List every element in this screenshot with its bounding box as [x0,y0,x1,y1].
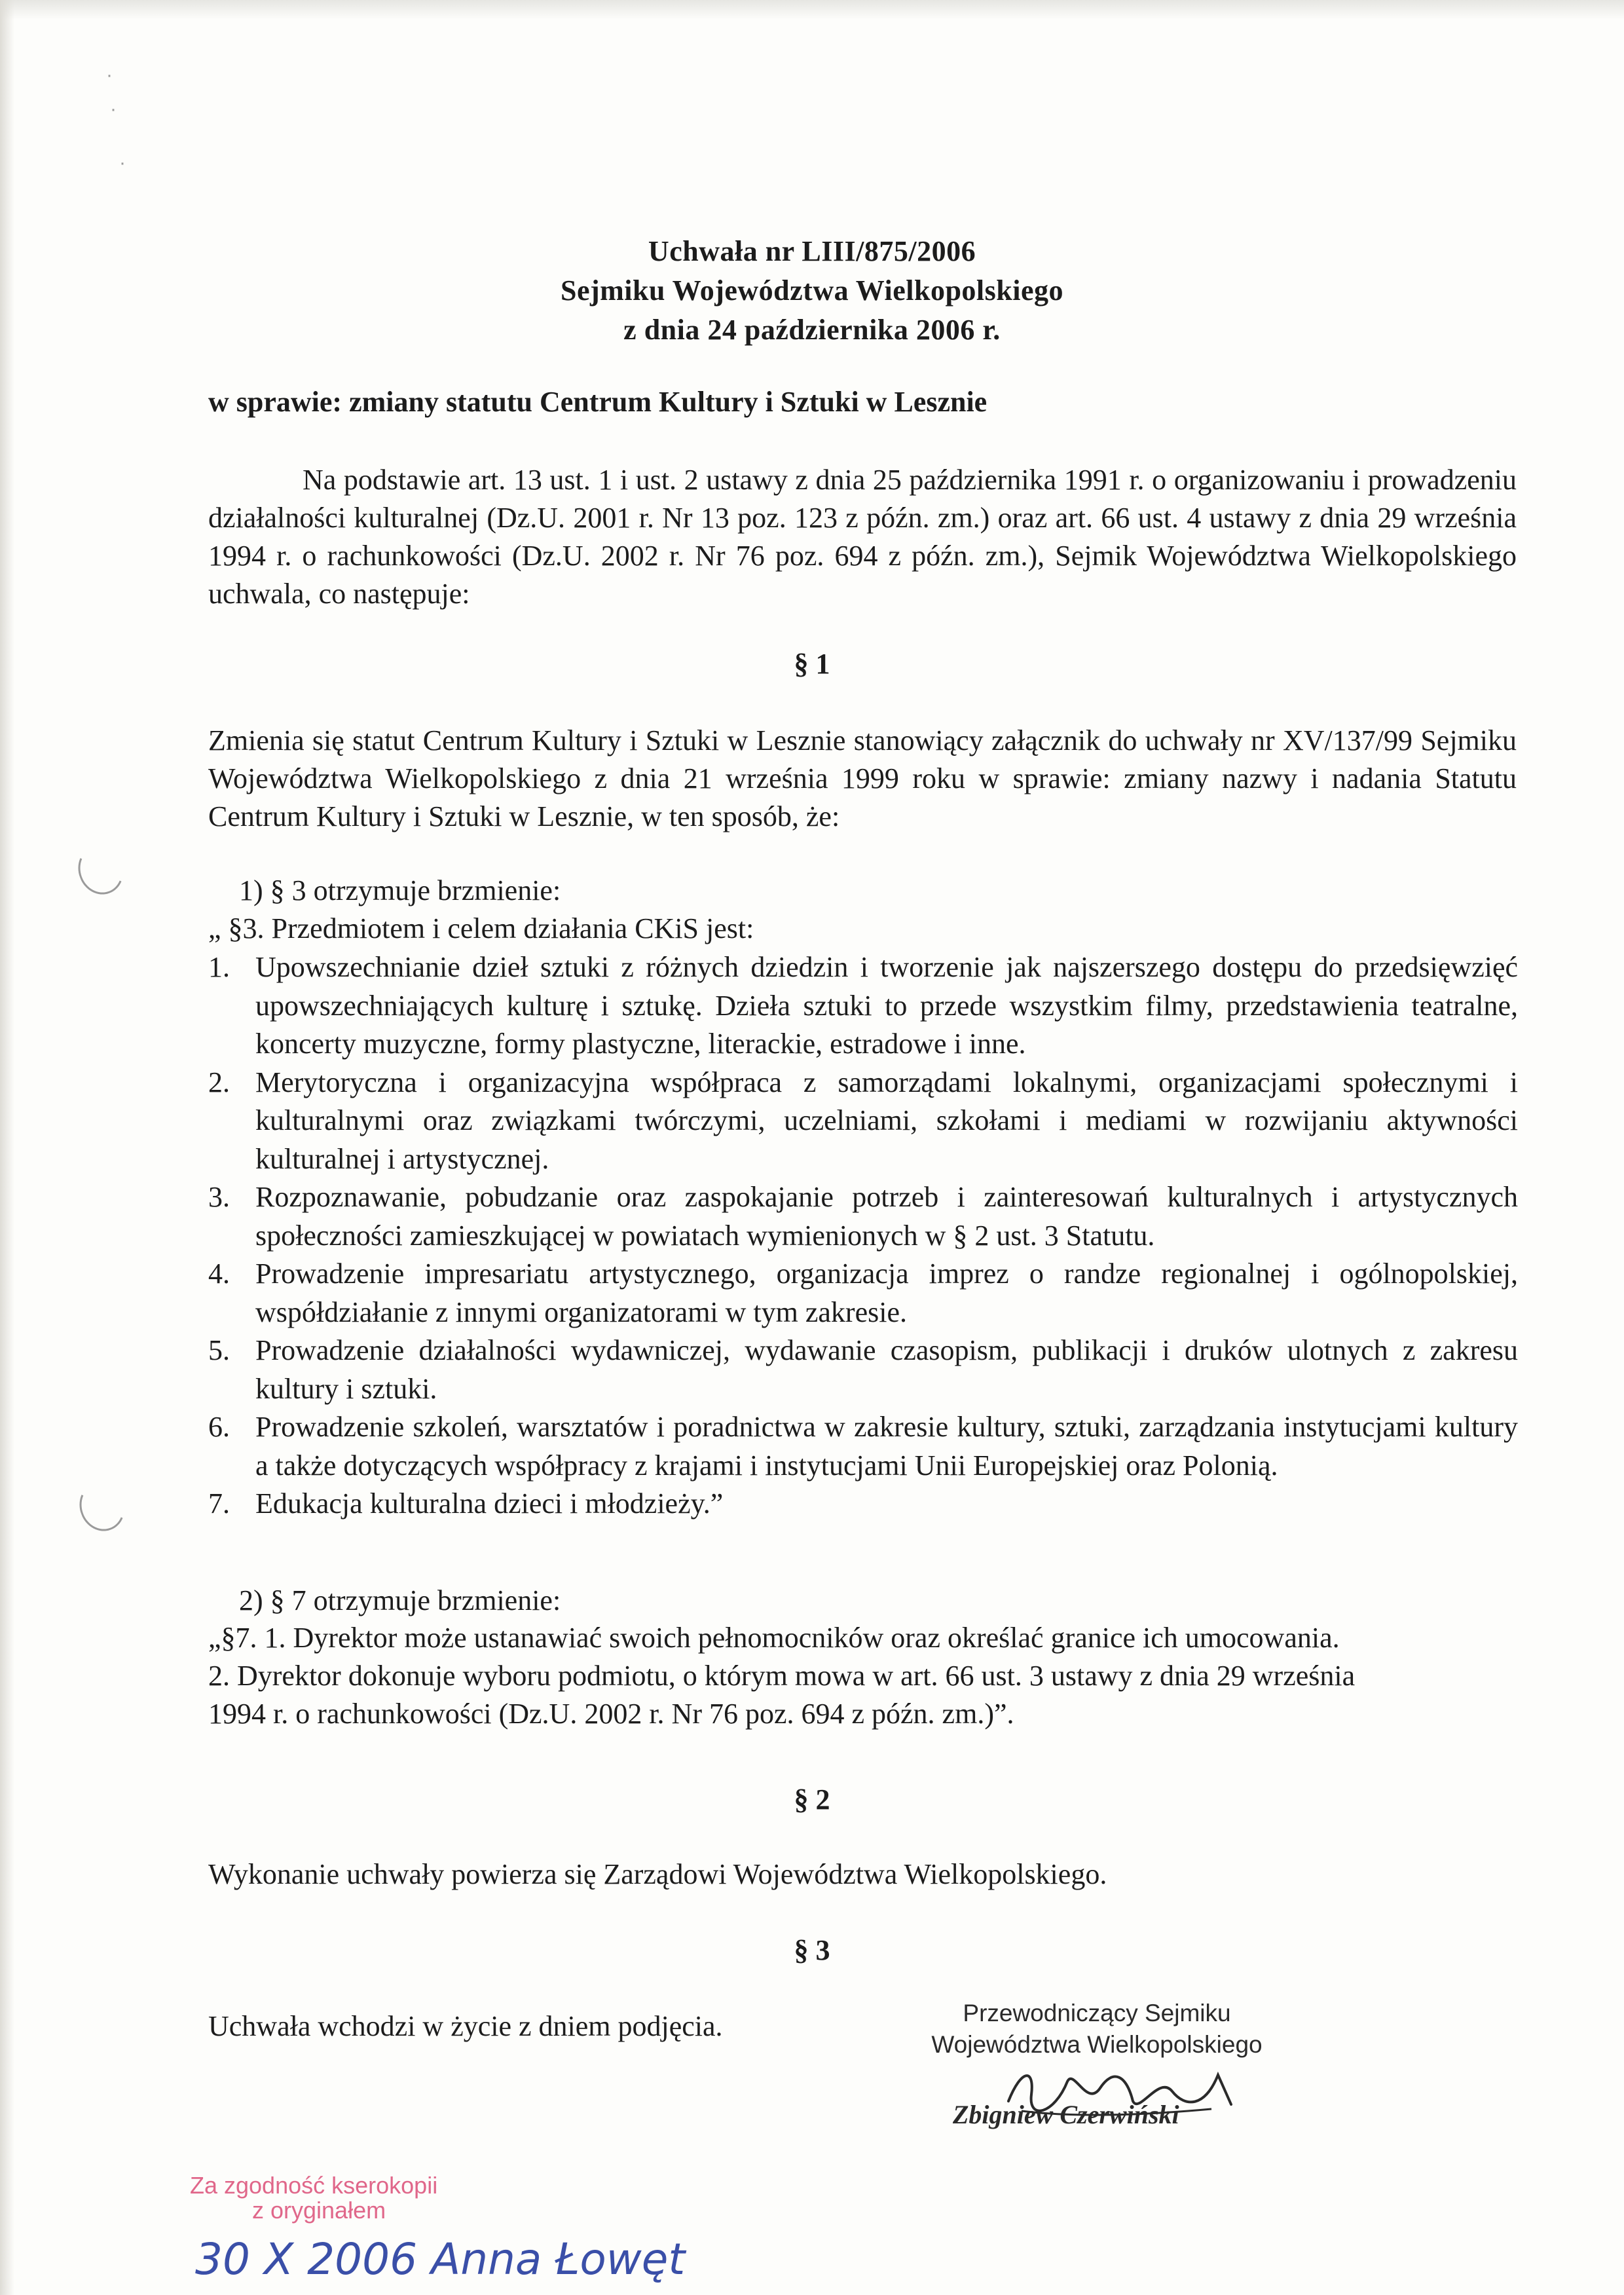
amendment-1-heading: 1) § 3 otrzymuje brzmienie: [239,874,561,906]
chairman-name: Zbigniew Czerwiński [953,2100,1179,2129]
chairman-stamp [913,1998,1280,2061]
amendment-2-text [208,1619,1518,1733]
list-item-number: 4. [208,1258,230,1290]
amendment-2-line: 2. Dyrektor dokonuje wyboru podmiotu, o którym mowa w art. 66 ust. 3 ustawy z dnia 29 września [208,1660,1356,1692]
section-1-intro: Zmienia się statut Centrum Kultury i Sztuki w Lesznie stanowiący załącznik do uchwały nr XV/137/99 Sejmiku Województwa Wielkopolskiego z dnia 21 września 1999 roku w sprawie: zmiany nazwy i nadania Statutu Centrum Kultury i Sztuki w Lesznie, w ten sposób, że: [208,724,1517,832]
amendment-2-line: 1994 r. o rachunkowości (Dz.U. 2002 r. Nr 76 poz. 694 z późn. zm.)”. [208,1698,1014,1730]
list-item-text: Edukacja kulturalna dzieci i młodzieży.” [255,1487,724,1520]
chairman-title: Przewodniczący Sejmiku [963,2000,1231,2026]
resolution-number: Uchwała nr LIII/875/2006 [648,235,976,267]
scan-speck: · [110,98,117,120]
list-item-number: 6. [208,1411,230,1443]
list-item [208,1485,1518,1523]
list-item-text: Prowadzenie impresariatu artystycznego, organizacja imprez o randze regionalnej i ogólnopolskiej, współdziałanie z innymi organizatorami w tym zakresie. [255,1258,1518,1328]
list-item [208,948,1518,1064]
list-item-text: Merytoryczna i organizacyjna współpraca z samorządami lokalnymi, organizacjami społecznymi i kulturalnymi oraz związkami twórczymi, uczelniami, szkołami i mediami w rozwijaniu aktywności kulturalnej i artystycznej. [255,1066,1518,1175]
list-item [208,1255,1518,1332]
list-item-number: 7. [208,1487,230,1520]
handwritten-date-signature [189,2227,726,2292]
amendment-2-line: „§7. 1. Dyrektor może ustanawiać swoich pełnomocników oraz określać granice ich umocowania. [208,1622,1340,1654]
list-item-text: Rozpoznawanie, pobudzanie oraz zaspokajanie potrzeb i zainteresowań kulturalnych i artystycznych społeczności zamieszkującej w powiatach wymienionych w § 2 ust. 3 Statutu. [255,1181,1518,1252]
list-item [208,1332,1518,1408]
handwritten-text: 30 X 2006 Anna Łowęt [195,2234,686,2285]
list-item-number: 3. [208,1181,230,1213]
section-2-mark: § 2 [794,1783,830,1816]
certified-copy-stamp [190,2173,437,2223]
list-item-text: Prowadzenie działalności wydawniczej, wydawanie czasopism, publikacji i druków ulotnych z zakresu kultury i sztuki. [255,1334,1518,1405]
section-1-mark: § 1 [794,648,830,680]
list-item [208,1064,1518,1179]
section-2-text: Wykonanie uchwały powierza się Zarządowi Województwa Wielkopolskiego. [208,1858,1107,1890]
list-item-number: 1. [208,951,230,983]
list-item-number: 5. [208,1334,230,1366]
list-item-text: Upowszechnianie dzieł sztuki z różnych dziedzin i tworzenie jak najszerszego dostępu do przedsięwzięć upowszechniających kulturę i sztukę. Dzieła sztuki to przede wszystkim filmy, przedstawienia teatralne, koncerty muzyczne, formy plastyczne, literackie, estradowe i inne. [255,951,1518,1060]
list-item [208,1408,1518,1485]
list-item-number: 2. [208,1066,230,1098]
resolution-body: Sejmiku Województwa Wielkopolskiego [560,274,1064,307]
scan-speck: · [119,152,126,174]
certified-copy-line1: Za zgodność kserokopii [190,2172,438,2199]
chairman-office: Województwa Wielkopolskiego [931,2031,1263,2058]
resolution-date: z dnia 24 października 2006 r. [623,314,1001,346]
amendment-2-heading: 2) § 7 otrzymuje brzmienie: [239,1584,561,1616]
certified-copy-line2: z oryginałem [252,2197,386,2224]
section-3-mark: § 3 [794,1934,830,1966]
preamble-paragraph: Na podstawie art. 13 ust. 1 i ust. 2 ustawy z dnia 25 października 1991 r. o organizowaniu i prowadzeniu działalności kulturalnej (Dz.U. 2001 r. Nr 13 poz. 123 z późn. zm.) oraz art. 66 ust. 4 ustawy z dnia 29 września 1994 r. o rachunkowości (Dz.U. 2002 r. Nr 76 poz. 694 z późn. zm.), Sejmik Województwa Wielkopolskiego uchwala, co następuje: [208,464,1517,610]
scan-speck: · [106,64,113,86]
resolution-subject: w sprawie: zmiany statutu Centrum Kultury i Sztuki w Lesznie [208,386,987,418]
section-3-text: Uchwała wchodzi w życie z dniem podjęcia. [208,2010,723,2042]
list-item [208,1178,1518,1255]
punch-hole-upper [71,839,130,901]
scan-edge-top [0,0,1624,20]
punch-hole-lower [73,1476,132,1538]
purposes-list [208,948,1518,1523]
amendment-1-quote-opening: „ §3. Przedmiotem i celem działania CKiS jest: [208,912,754,944]
list-item-text: Prowadzenie szkoleń, warsztatów i poradnictwa w zakresie kultury, sztuki, zarządzania instytucjami kultury a także dotyczących współpracy z krajami i instytucjami Unii Europejskiej oraz Polonią. [255,1411,1518,1482]
